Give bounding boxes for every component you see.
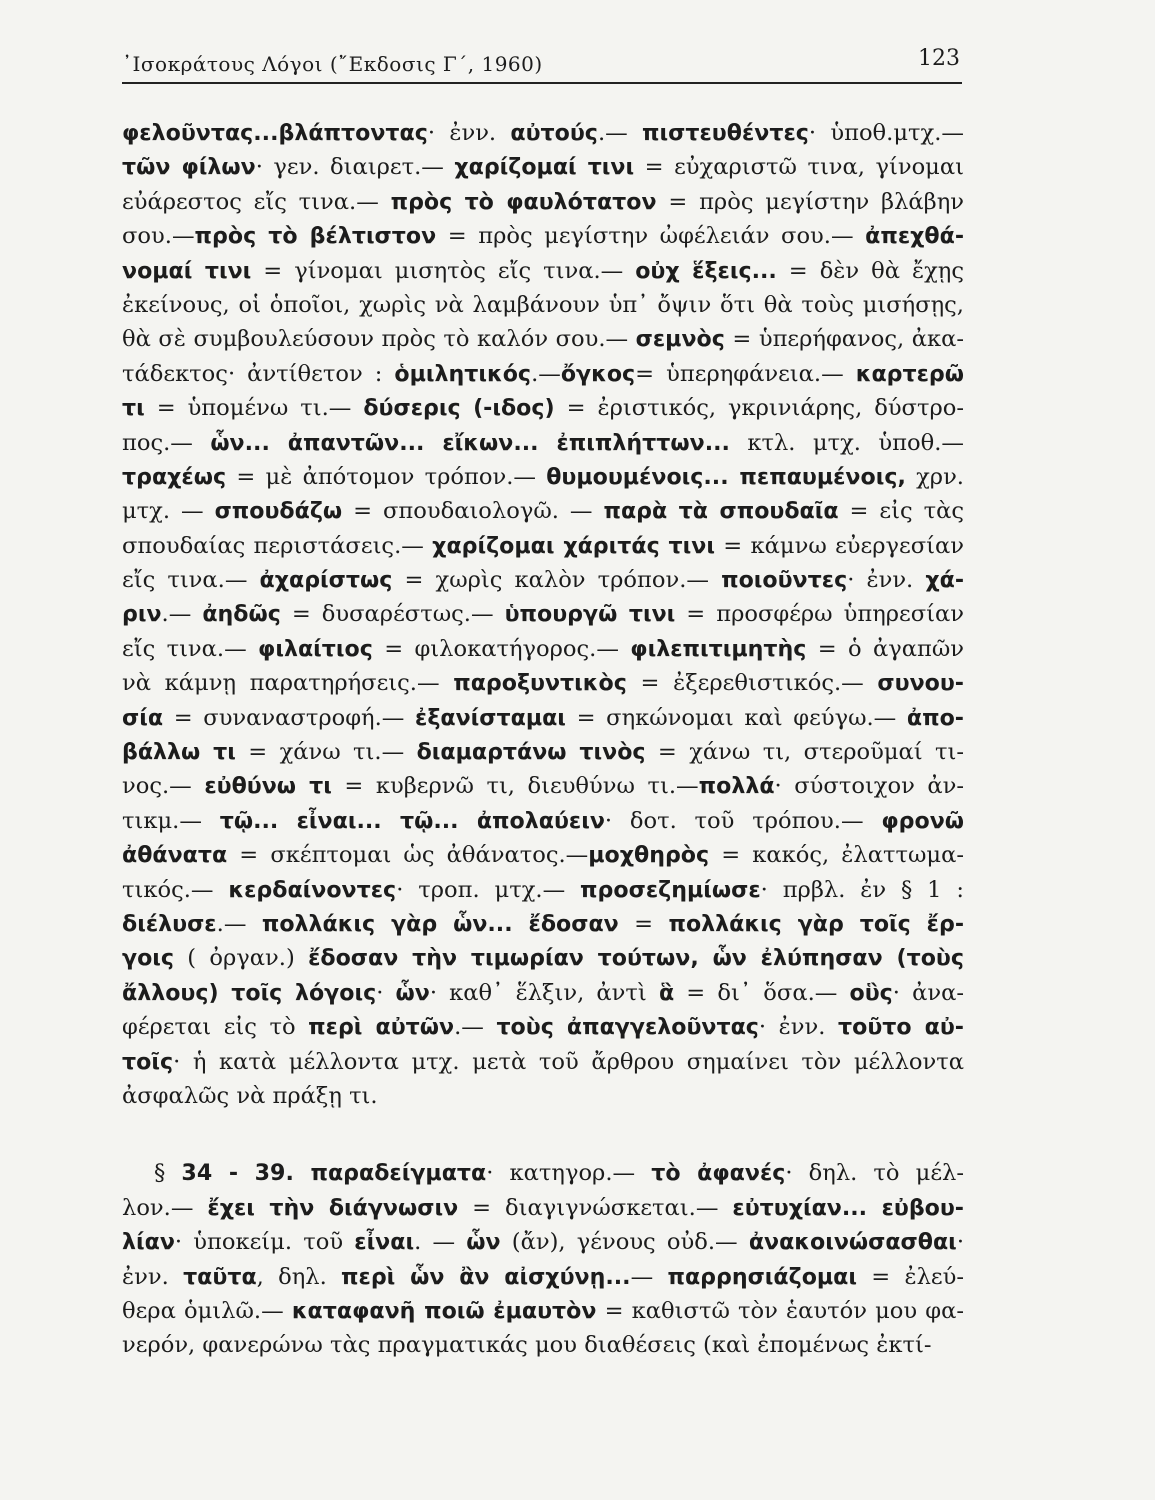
lemma: μοχθηρὸς [588,842,710,869]
gloss: = εἰς τὰς [838,498,964,525]
lemma: θυμουμένοις... πεπαυμένοις, [546,463,906,490]
text-line [122,597,964,631]
gloss: = σηκώνομαι καὶ φεύγω.— [565,704,907,731]
lemma: 34 - 39. παραδείγματα [181,1160,487,1187]
gloss: · ἐνν. [427,120,511,146]
lemma: ἄλλους) τοῖς λόγοις [122,979,377,1006]
gloss: = καθιστῶ τὸν ἑαυτόν μου φα- [596,1297,964,1324]
gloss: = σκέπτομαι ὡς ἀθάνατος.— [227,842,589,869]
gloss: τικός.— [122,876,229,903]
text-line [122,941,964,975]
text-line [122,529,964,563]
text-line [122,150,964,184]
gloss: = συναναστροφή.— [163,704,415,731]
gloss: = διαγιγνώσκεται.— [458,1194,733,1221]
lemma: οὐχ ἕξεις... [635,257,777,284]
text-line [122,632,964,666]
lemma: παροξυντικὸς [453,670,627,697]
text-line [122,1260,964,1294]
lemma: τῷ... εἶναι... τῷ... ἀπολαύειν [219,807,605,834]
gloss: χρν. [905,463,964,490]
text-line [122,219,964,253]
lemma: διέλυσε [122,910,217,937]
lemma: πρὸς τὸ φαυλότατον [390,188,657,215]
lemma: σία [122,704,164,731]
gloss: · κατηγορ.— [486,1160,652,1187]
lemma: χά- [925,567,964,594]
lemma: καρτερῶ [855,360,964,387]
lemma: εὐτυχίαν... εὐβου- [732,1194,964,1221]
text-line [122,426,964,460]
lemma: πολλάκις γὰρ ὧν... ἔδοσαν [261,910,619,937]
lemma: ὁμιλητικός [394,360,532,387]
lemma: περὶ ὧν ἂν αἰσχύνῃ... [341,1263,631,1290]
gloss: = εὐχαριστῶ τινα, γίνομαι [634,154,964,181]
gloss: εὐάρεστος εἴς τινα.— [122,188,391,215]
gloss: · δοτ. τοῦ τρόπου.— [604,807,882,834]
text-line [122,701,964,735]
gloss: · τροπ. μτχ.— [396,876,581,903]
lemma: φιλαίτιος [258,635,373,662]
lemma: φιλεπιτιμητὴς [630,635,807,662]
gloss: = ὑπερηφάνεια.— [635,360,856,387]
gloss: μτχ. — [122,498,215,525]
lemma: πιστευθέντες [642,120,809,146]
gloss: · ἡ κατὰ μέλλοντα μτχ. μετὰ τοῦ ἄρθρου σημαίνει τὸν μέλλοντα [173,1048,964,1075]
gloss: = χάνω τι, στεροῦμαί τι- [645,739,964,766]
lemma: τοὺς ἀπαγγελοῦντας [496,1014,759,1041]
text-line [122,494,964,528]
gloss: = δυσαρέστως.— [280,601,505,628]
lemma: κερδαίνοντες [228,876,397,903]
gloss: · καθ᾿ ἕλξιν, ἀντὶ [429,979,659,1006]
gloss: = κυβερνῶ τι, διευθύνω τι.— [331,773,699,800]
gloss: = ὑπερήφανος, ἀκα- [724,326,964,353]
lemma: ὄγκος [560,360,636,387]
gloss: ( ὀργαν.) [174,945,309,972]
text-line [122,1045,964,1079]
text-line [122,1191,964,1225]
text-line [122,322,964,356]
lemma: δύσερις (-ιδος) [363,395,555,422]
lemma: φελοῦντας...βλάπτοντας [122,120,428,146]
text-line [122,391,964,425]
lemma: οὓς [849,979,893,1006]
lemma: ἀπο- [906,704,964,731]
lemma: διαμαρτάνω τινὸς [416,739,646,766]
gloss: θὰ σὲ συμβουλεύσουν πρὸς τὸ καλόν σου.— [122,326,636,353]
gloss: = μὲ ἀπότομον τρόπον.— [226,463,547,490]
text-line [122,185,964,219]
gloss: = προσφέρω ὑπηρεσίαν [675,601,964,628]
lemma: πολλά [698,773,775,800]
text-line [122,1328,964,1362]
gloss: . — [414,1229,467,1256]
gloss: κτλ. μτχ. ὑποθ.— [729,429,964,456]
lemma: βάλλω τι [122,739,236,766]
gloss: · [956,1229,964,1256]
lemma: τῶν φίλων [122,154,256,181]
lemma: σπουδάζω [214,498,343,525]
lemma: εἶναι [354,1229,415,1256]
lemma: προσεζημίωσε [580,876,761,903]
lemma: σεμνὸς [635,326,725,353]
text-line [122,460,964,494]
gloss: σου.— [122,223,195,250]
lemma: ἀχαρίστως [259,567,393,594]
gloss: .— [531,360,561,387]
lemma: ἀηδῶς [202,601,281,628]
text-line [122,735,964,769]
gloss: · ἐνν. [758,1014,838,1041]
gloss: = κακός, ἐλαττωμα- [709,842,964,869]
text-line [122,1225,964,1259]
lemma: ποιοῦντες [721,567,848,594]
gloss: = χάνω τι.— [235,739,417,766]
lemma: χαρίζομαι χάριτάς τινι [432,532,715,559]
gloss: (ἄν), γένους οὐδ.— [500,1229,749,1256]
gloss: · [376,979,396,1006]
lemma: τοῦτο αὐ- [838,1014,964,1041]
gloss: εἴς τινα.— [122,635,259,662]
text-line [122,907,964,941]
gloss: — [630,1263,668,1290]
text-line [122,254,964,288]
text-line [122,1156,964,1190]
lemma: εὐθύνω τι [204,773,332,800]
text-line [122,838,964,872]
text-line [122,804,964,838]
gloss: = δὲν θὰ ἔχῃς [776,257,964,284]
gloss: ἐνν. [122,1263,184,1290]
lemma: καταφανῆ ποιῶ ἐμαυτὸν [291,1297,597,1324]
lemma: χαρίζομαί τινι [454,154,635,181]
gloss: = ὁ ἀγαπῶν [806,635,964,662]
text-line [122,1294,964,1328]
gloss: .— [454,1014,497,1041]
gloss: · ἀνα- [892,979,964,1006]
lemma: ἔχει τὴν διάγνωσιν [207,1194,459,1221]
text-line [122,1010,964,1044]
text-line [122,357,964,391]
gloss: , δηλ. [256,1263,342,1290]
paragraph-gap [122,1113,964,1156]
gloss: = ἐλεύ- [857,1263,964,1290]
gloss: .— [161,601,203,628]
text-line [122,288,964,322]
lemma: τοῖς [122,1048,174,1075]
lemma: τὸ ἀφανές [651,1160,786,1187]
lemma: ἐξανίσταμαι [415,704,566,731]
gloss: = κάμνω εὐεργεσίαν [714,532,964,559]
gloss: = [618,910,669,937]
gloss: = ἐριστικός, γκρινιάρης, δύστρο- [554,395,964,422]
gloss: θερα ὁμιλῶ.— [122,1297,292,1324]
lemma: αὐτούς [510,120,598,146]
gloss: = δι᾿ ὅσα.— [674,979,850,1006]
lemma: πολλάκις γὰρ τοῖς ἔρ- [668,910,964,937]
text-line [122,976,964,1010]
lemma: ὑπουργῶ τινι [504,601,676,628]
lemma: ἀθάνατα [122,842,228,869]
text-line [122,873,964,907]
text-line [122,116,964,150]
gloss: νὰ κάμνῃ παρατηρήσεις.— [122,670,454,697]
commentary-text [122,116,964,1363]
lemma: ὧν [395,979,430,1006]
gloss: .— [216,910,262,937]
running-header [122,40,962,84]
lemma: ριν [122,601,162,628]
lemma: τι [122,395,145,422]
gloss: · σύστοιχον ἀν- [774,773,964,800]
lemma: συνου- [877,670,964,697]
gloss: νος.— [122,773,205,800]
lemma: ἔδοσαν τὴν τιμωρίαν τούτων, ὧν ἐλύπησαν (τοὺς [308,945,964,972]
book-title: ᾿Ισοκράτους Λόγοι (῎Εκδοσις Γ΄, 1960) [122,52,543,76]
gloss: · ἐνν. [847,567,926,594]
lemma: λίαν [122,1229,175,1256]
gloss: = γίνομαι μισητὸς εἴς τινα.— [251,257,636,284]
gloss: .— [597,120,643,146]
text-line [122,666,964,700]
gloss: φέρεται εἰς τὸ [122,1014,309,1041]
gloss: = ὑπομένω τι.— [144,395,364,422]
gloss: εἴς τινα.— [122,567,260,594]
page-number: 123 [918,46,960,71]
lemma: ὧν... ἀπαντῶν... εἴκων... ἐπιπλήττων... [210,429,730,456]
text-line [122,1079,964,1113]
lemma: τραχέως [122,463,227,490]
gloss: πος.— [122,429,211,456]
gloss: = πρὸς μεγίστην βλάβην [656,188,964,215]
gloss: · δηλ. τὸ μέλ- [785,1160,964,1187]
gloss: · γεν. διαιρετ.— [255,154,455,181]
gloss: ἀσφαλῶς νὰ πράξῃ τι. [122,1082,378,1109]
gloss: ἐκείνους, οἱ ὁποῖοι, χωρὶς νὰ λαμβάνουν ὑπ᾿ ὄψιν ὅτι θὰ τοὺς μισήσῃς, [122,291,964,318]
gloss: = ἐξερεθιστικός.— [626,670,878,697]
gloss: · πρβλ. ἐν § 1 : [760,876,964,903]
gloss: σπουδαίας περιστάσεις.— [122,532,433,559]
gloss: = χωρὶς καλὸν τρόπον.— [392,567,722,594]
lemma: ὧν [466,1229,501,1256]
text-line [122,563,964,597]
lemma: πρὸς τὸ βέλτιστον [194,223,437,250]
gloss: = πρὸς μεγίστην ὠφέλειάν σου.— [436,223,866,250]
gloss: = σπουδαιολογῶ. — [342,498,604,525]
gloss: νερόν, φανερώνω τὰς πραγματικάς μου διαθέσεις (καὶ ἐπομένως ἐκτί- [122,1332,932,1359]
lemma: ταῦτα [183,1263,257,1290]
lemma: φρονῶ [881,807,964,834]
lemma: ἀπεχθά- [865,223,964,250]
gloss: λον.— [122,1194,208,1221]
gloss: τικμ.— [122,807,220,834]
gloss: § [154,1160,182,1187]
lemma: παρὰ τὰ σπουδαῖα [603,498,839,525]
gloss: · ὑποκείμ. τοῦ [174,1229,355,1256]
lemma: νομαί τινι [122,257,252,284]
lemma: περὶ αὐτῶν [308,1014,455,1041]
text-line [122,769,964,803]
gloss: τάδεκτος· ἀντίθετον : [122,360,395,387]
lemma: ἃ [658,979,675,1006]
lemma: παρρησιάζομαι [667,1263,857,1290]
lemma: γοις [122,945,175,972]
gloss: · ὑποθ.μτχ.— [808,120,964,146]
gloss: = φιλοκατήγορος.— [372,635,631,662]
lemma: ἀνακοινώσασθαι [748,1229,957,1256]
